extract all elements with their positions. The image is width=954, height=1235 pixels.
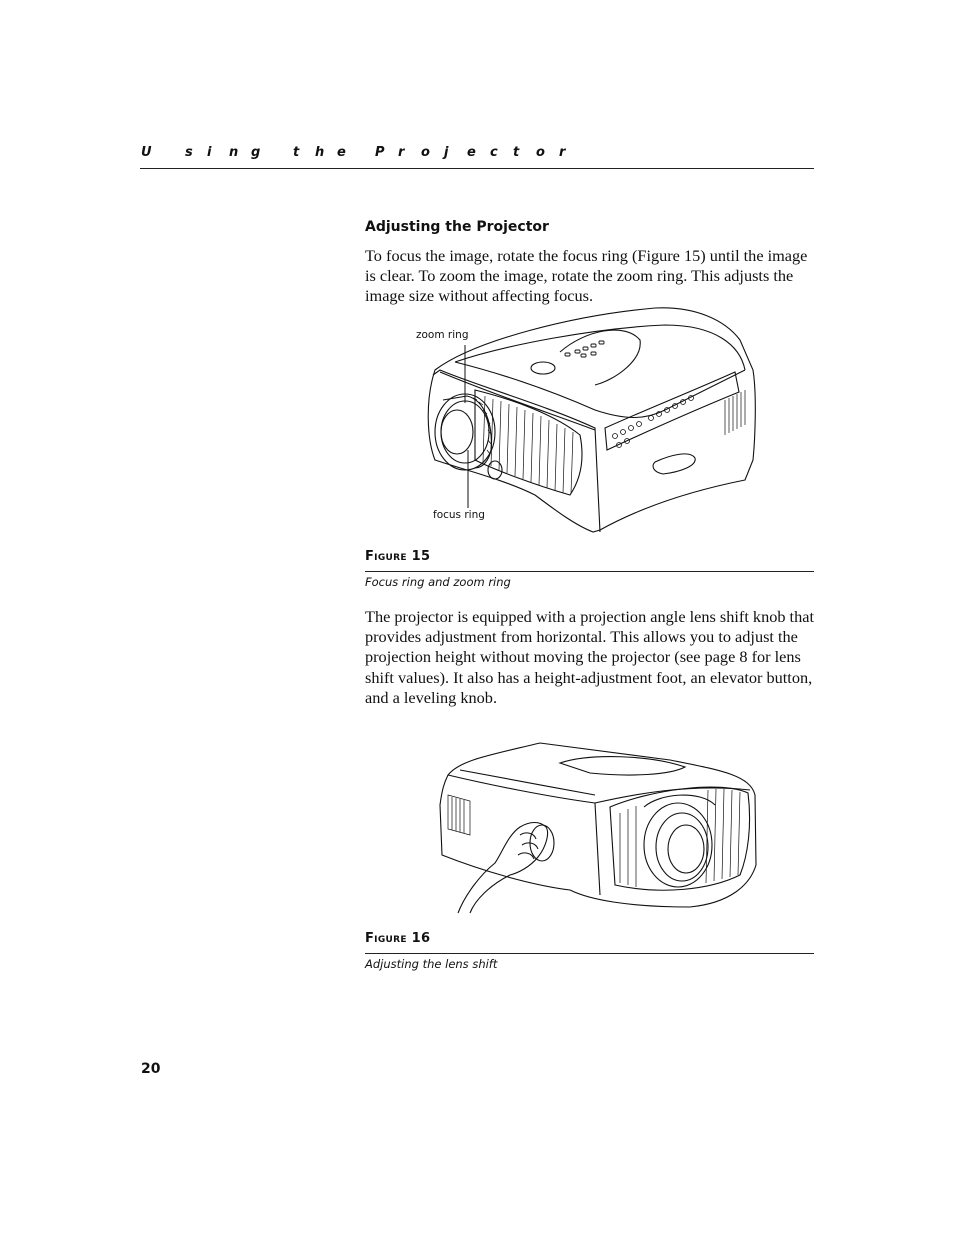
body-paragraph-2: The projector is equipped with a projection angle lens shift knob that provides adjustment from horizontal. This allows you to adjust the projection height without moving the projector (see page 8 for lens shift values). It also has a height-adjustment foot, an elevator button, and a leveling knob. [365,607,814,707]
running-head-letter: r [398,145,405,160]
running-head-letter: s [185,145,193,160]
body-paragraph-1: To focus the image, rotate the focus ring (Figure 15) until the image is clear. To zoom the image, rotate the zoom ring. This adjusts the image size without affecting focus. [365,246,808,306]
header-rule [140,168,814,169]
figure-15-number: Figure 15 [365,549,431,564]
running-head-letter: e [337,145,346,160]
running-head-letter: i [207,145,212,160]
figure-16-rule [365,953,814,954]
figure-16-number: Figure 16 [365,931,431,946]
focus-ring-label: focus ring [433,509,485,521]
running-head-letter: r [559,145,566,160]
running-head-letter: o [536,145,545,160]
figure-15-caption: Focus ring and zoom ring [365,575,511,589]
figure-15-rule [365,571,814,572]
running-head-letter: t [293,145,300,160]
running-head-letter: g [251,145,261,160]
running-head-letter: c [490,145,498,160]
running-head-letter: e [467,145,476,160]
running-head-letter: P [375,145,385,160]
running-head [141,145,814,160]
running-head-letter: h [315,145,325,160]
section-title: Adjusting the Projector [365,219,549,235]
running-head-letter: o [421,145,430,160]
running-head-letter: U [141,145,152,160]
running-head-letter: t [513,145,520,160]
page-number: 20 [141,1061,161,1077]
zoom-ring-label: zoom ring [416,329,469,341]
figure-16-caption: Adjusting the lens shift [365,957,498,971]
running-head-letter: n [229,145,239,160]
running-head-letter: j [444,145,449,160]
figure-16-lens-shift-illustration [430,735,770,915]
